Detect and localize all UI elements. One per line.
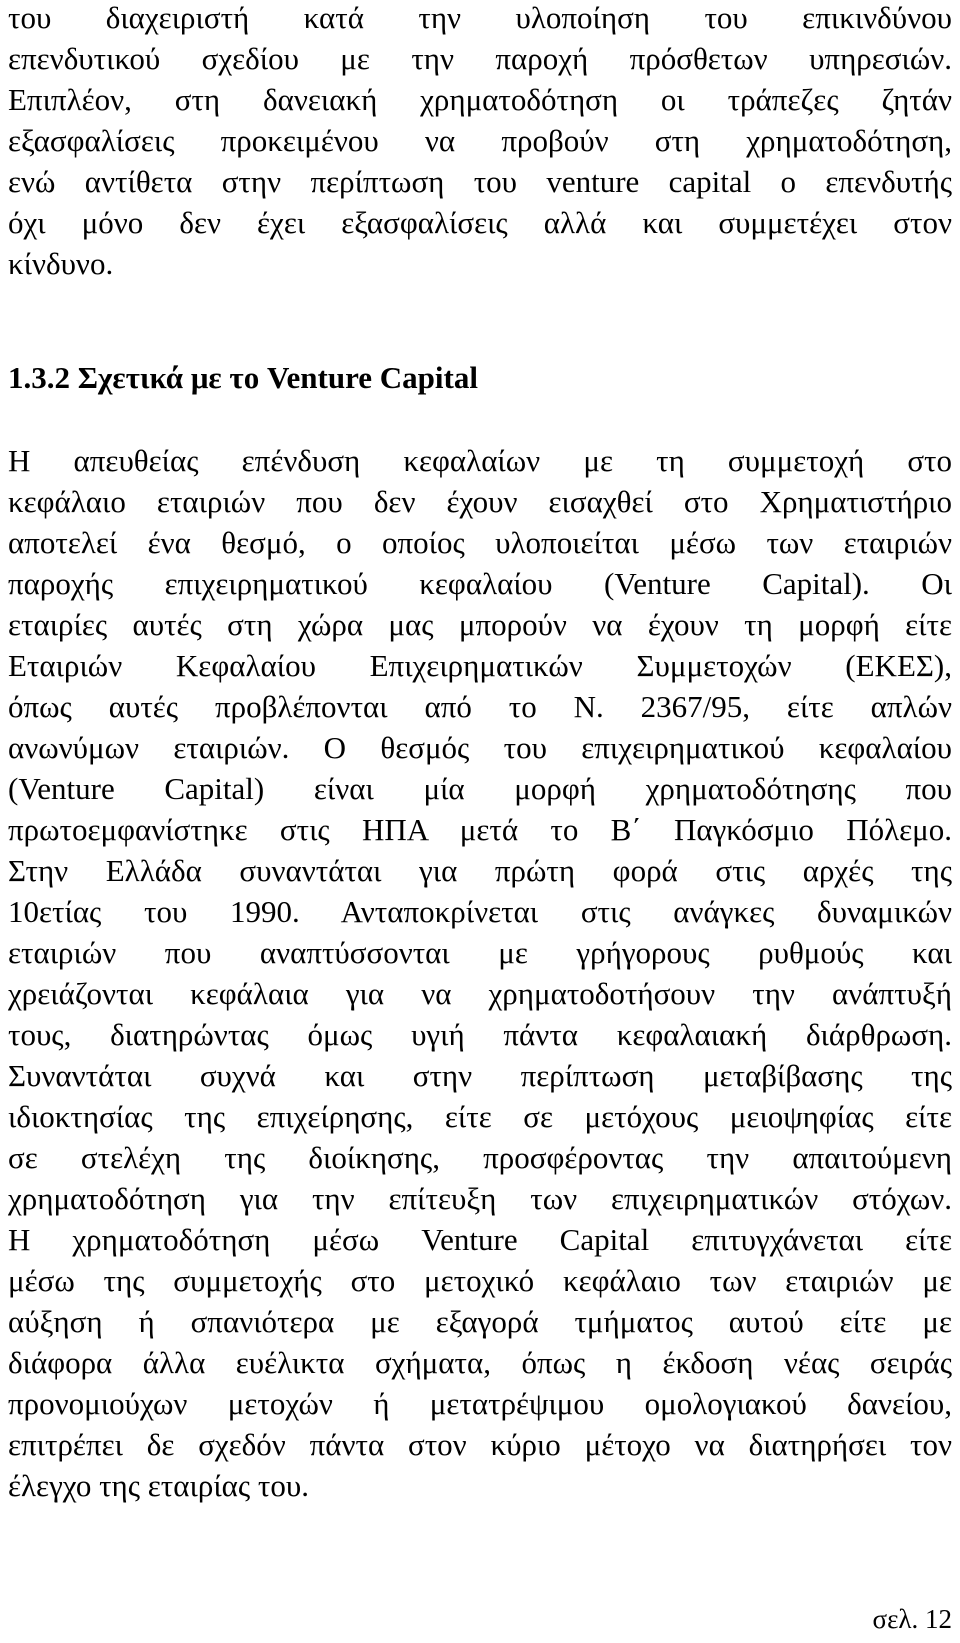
body-line: εταιριών που αναπτύσσονται με γρήγορους ρυθμούς και	[8, 935, 952, 970]
body-line: ιδιοκτησίας της επιχείρησης, είτε σε μετόχους μειοψηφίας είτε	[8, 1099, 952, 1134]
body-line: (Venture Capital) είναι μία μορφή χρηματοδότησης που	[8, 771, 952, 806]
body-line: αύξηση ή σπανιότερα με εξαγορά τμήματος αυτού είτε με	[8, 1304, 952, 1339]
body-line: πρωτοεμφανίστηκε στις ΗΠΑ μετά το Β΄ Παγκόσμιο Πόλεμο.	[8, 812, 952, 847]
body-line: αποτελεί ένα θεσμό, ο οποίος υλοποιείται μέσω των εταιριών	[8, 525, 952, 560]
body-line: 10ετίας του 1990. Ανταποκρίνεται στις ανάγκες δυναμικών	[8, 894, 952, 929]
body-line: Εταιριών Κεφαλαίου Επιχειρηματικών Συμμετοχών (ΕΚΕΣ),	[8, 648, 952, 683]
body-line: έλεγχο της εταιρίας του.	[8, 1468, 309, 1503]
intro-line: εξασφαλίσεις προκειμένου να προβούν στη χρηματοδότηση,	[8, 123, 952, 158]
intro-line: ενώ αντίθετα στην περίπτωση του venture capital ο επενδυτής	[8, 164, 952, 199]
body-line: κεφάλαιο εταιριών που δεν έχουν εισαχθεί στο Χρηματιστήριο	[8, 484, 952, 519]
intro-line: όχι μόνο δεν έχει εξασφαλίσεις αλλά και συμμετέχει στον	[8, 205, 952, 240]
body-line: χρηματοδότηση για την επίτευξη των επιχειρηματικών στόχων.	[8, 1181, 952, 1216]
intro-line: Επιπλέον, στη δανειακή χρηματοδότηση οι τράπεζες ζητάν	[8, 82, 952, 117]
intro-line: κίνδυνο.	[8, 246, 114, 281]
intro-line: επενδυτικού σχεδίου με την παροχή πρόσθετων υπηρεσιών.	[8, 41, 952, 76]
body-line: Η απευθείας επένδυση κεφαλαίων με τη συμμετοχή στο	[8, 443, 952, 478]
page-number: σελ. 12	[872, 1604, 952, 1634]
body-line: ανωνύμων εταιριών. Ο θεσμός του επιχειρηματικού κεφαλαίου	[8, 730, 952, 765]
body-line: επιτρέπει δε σχεδόν πάντα στον κύριο μέτοχο να διατηρήσει τον	[8, 1427, 952, 1462]
body-line: σε στελέχη της διοίκησης, προσφέροντας την απαιτούμενη	[8, 1140, 952, 1175]
body-line: Συναντάται συχνά και στην περίπτωση μεταβίβασης της	[8, 1058, 952, 1093]
body-line: παροχής επιχειρηματικού κεφαλαίου (Venture Capital). Οι	[8, 566, 952, 601]
body-line: όπως αυτές προβλέπονται από το Ν. 2367/95, είτε απλών	[8, 689, 952, 724]
intro-line: του διαχειριστή κατά την υλοποίηση του επικινδύνου	[8, 0, 952, 35]
body-line: Στην Ελλάδα συναντάται για πρώτη φορά στις αρχές της	[8, 853, 952, 888]
section-heading: 1.3.2 Σχετικά με το Venture Capital	[8, 360, 478, 395]
body-line: τους, διατηρώντας όμως υγιή πάντα κεφαλαιακή διάρθρωση.	[8, 1017, 952, 1052]
body-line: Η χρηματοδότηση μέσω Venture Capital επιτυγχάνεται είτε	[8, 1222, 952, 1257]
body-line: προνομιούχων μετοχών ή μετατρέψιμου ομολογιακού δανείου,	[8, 1386, 952, 1421]
body-line: μέσω της συμμετοχής στο μετοχικό κεφάλαιο των εταιριών με	[8, 1263, 952, 1298]
body-line: χρειάζονται κεφάλαια για να χρηματοδοτήσουν την ανάπτυξή	[8, 976, 952, 1011]
body-line: εταιρίες αυτές στη χώρα μας μπορούν να έχουν τη μορφή είτε	[8, 607, 952, 642]
body-line: διάφορα άλλα ευέλικτα σχήματα, όπως η έκδοση νέας σειράς	[8, 1345, 952, 1380]
